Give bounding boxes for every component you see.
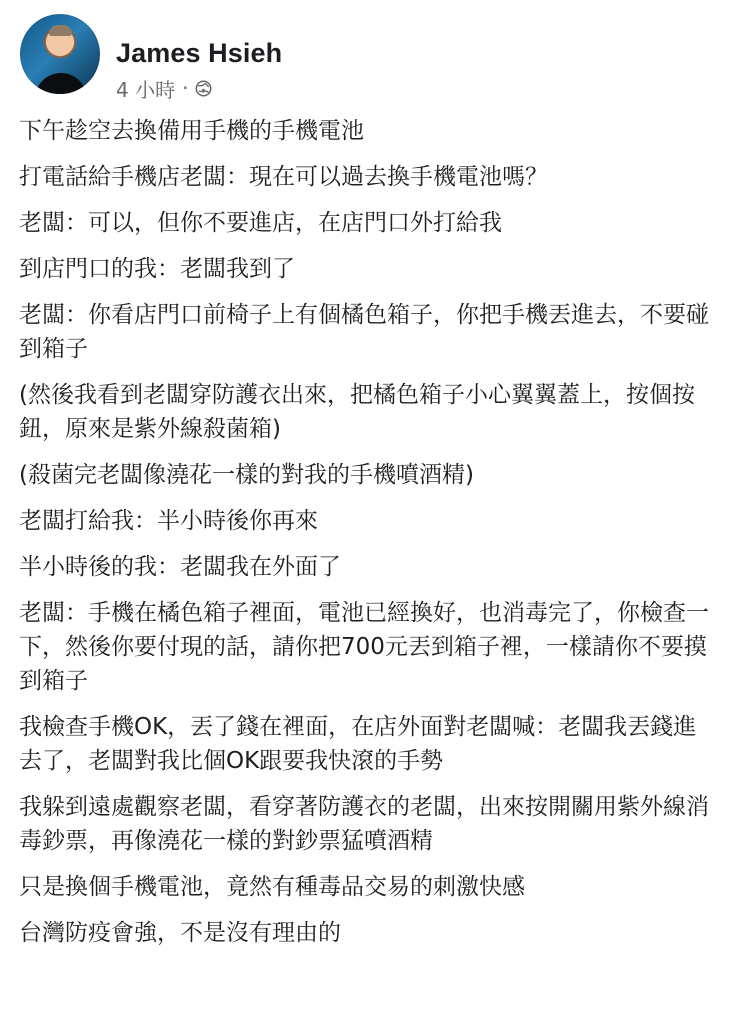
post-header (20, 14, 720, 102)
post-paragraph: 半小時後的我：老闆我在外面了 (19, 554, 341, 580)
avatar-hair (49, 25, 72, 36)
globe-icon[interactable] (195, 80, 212, 97)
post-body (19, 114, 719, 962)
post-paragraph: 台灣防疫會強，不是沒有理由的 (19, 920, 341, 946)
post-paragraph: (殺菌完老闆像澆花一樣的對我的手機噴酒精) (19, 462, 474, 488)
post-paragraph: 只是換個手機電池，竟然有種毒品交易的刺激快感 (19, 874, 525, 900)
post-paragraph: 到店門口的我：老闆我到了 (19, 256, 295, 282)
post-paragraph: 我檢查手機OK，丟了錢在裡面，在店外面對老闆喊：老闆我丟錢進去了，老闆對我比個OK跟要我快滾的手勢 (19, 714, 697, 774)
post-time[interactable]: 4 小時 (116, 77, 176, 102)
author-name[interactable]: James Hsieh (116, 38, 283, 68)
post-paragraph: 老闆：手機在橘色箱子裡面，電池已經換好，也消毒完了，你檢查一下，然後你要付現的話，請你把700元丟到箱子裡，一樣請你不要摸到箱子 (19, 600, 709, 694)
post-paragraph: 老闆打給我：半小時後你再來 (19, 508, 318, 534)
meta-separator: · (182, 76, 189, 100)
post-paragraph: 下午趁空去換備用手機的手機電池 (19, 118, 364, 144)
post-paragraph: (然後我看到老闆穿防護衣出來，把橘色箱子小心翼翼蓋上，按個按鈕，原來是紫外線殺菌箱) (19, 382, 695, 442)
post-paragraph: 我躲到遠處觀察老闆，看穿著防護衣的老闆，出來按開關用紫外線消毒鈔票，再像澆花一樣的對鈔票猛噴酒精 (19, 794, 709, 854)
post-paragraph: 老闆：你看店門口前椅子上有個橘色箱子，你把手機丟進去，不要碰到箱子 (19, 302, 709, 362)
avatar[interactable] (20, 14, 100, 94)
post-metadata (116, 76, 212, 100)
post-paragraph: 老闆：可以，但你不要進店，在店門口外打給我 (19, 210, 502, 236)
avatar-shoulders (35, 73, 87, 94)
post-paragraph: 打電話給手機店老闆：現在可以過去換手機電池嗎？ (19, 164, 548, 190)
